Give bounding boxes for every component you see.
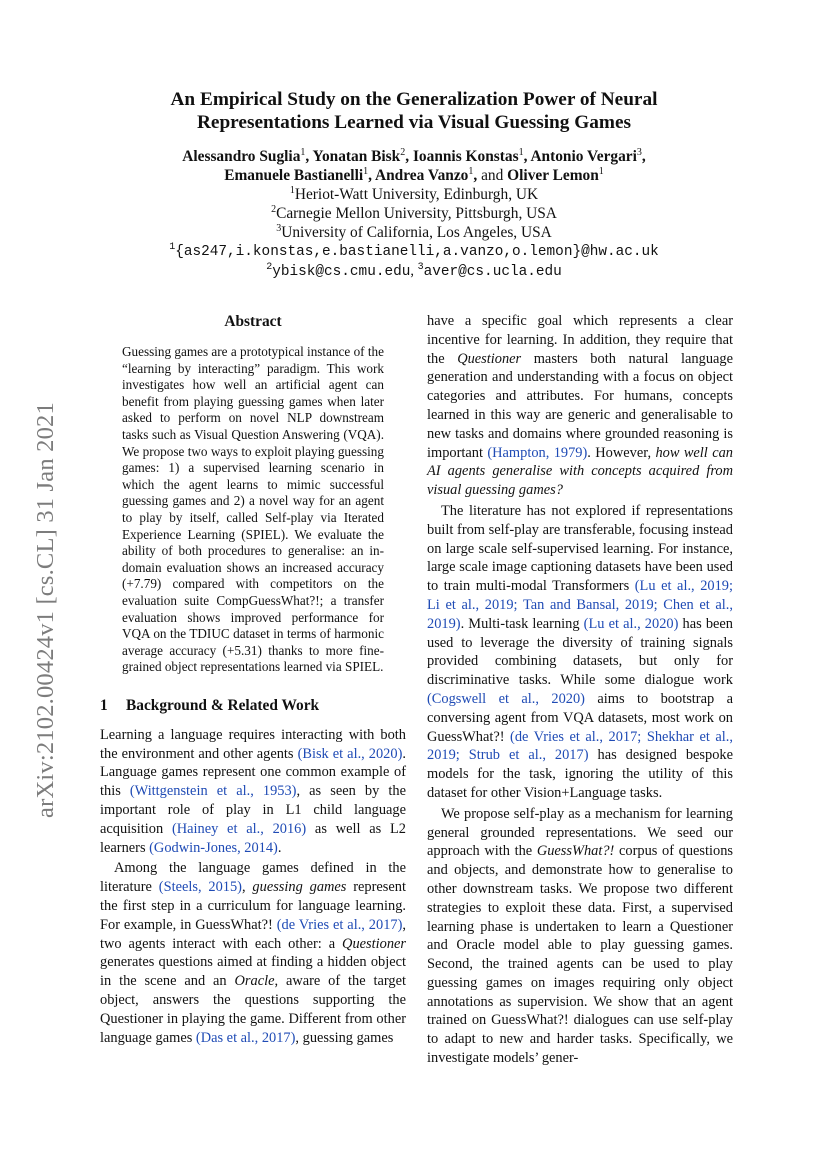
emphasis: Oracle (234, 973, 275, 990)
citation-link[interactable]: (Cogswell et al., 2020) (427, 690, 585, 707)
affiliation-mark: 2 (266, 262, 273, 274)
author-name: Andrea Vanzo (375, 167, 469, 184)
left-column (100, 308, 406, 1047)
text-run: , aware of the target object, answers the questions supporting the Questioner in playing the game. Different from other language games (100, 973, 406, 1046)
section-title: Background & Related Work (126, 696, 320, 714)
title-line-1: An Empirical Study on the Generalization Power of Neural (170, 89, 658, 110)
paragraph (427, 805, 733, 1068)
author-name: Oliver Lemon (507, 167, 599, 184)
citation-link[interactable]: (Steels, 2015) (158, 879, 242, 896)
text-run: , two agents interact with each other: a (100, 916, 406, 952)
author-name: Yonatan Bisk (312, 148, 401, 165)
author-name: Alessandro Suglia (182, 148, 301, 165)
right-column (427, 312, 733, 1068)
author-name: Antonio Vergari (530, 148, 637, 165)
author-affiliation-mark: 1 (518, 146, 524, 158)
text-run: , guessing games (295, 1029, 394, 1046)
text-run: , (241, 879, 253, 896)
email-line-2 (0, 262, 828, 282)
affiliation-mark: 3 (276, 223, 282, 235)
affiliation-3 (0, 223, 828, 242)
author-name: Emanuele Bastianelli (224, 167, 364, 184)
emphasis: Questioner (457, 350, 522, 367)
email-address[interactable]: aver@cs.ucla.edu (423, 263, 562, 280)
text-run: Among the language games defined in the literature (100, 860, 406, 896)
text-run: The literature has not explored if representations built from self-play are transferable, focusing instead on large scale self-supervised learning. For instance, large scale image captioning datasets have been used to train multi-modal Transformers (427, 502, 733, 595)
email-address[interactable]: {as247,i.konstas,e.bastianelli,a.vanzo,o.lemon}@hw.ac.uk (175, 243, 659, 260)
affiliation-mark: 3 (417, 262, 424, 274)
arxiv-identifier-stamp: arXiv:2102.00424v1 [cs.CL] 31 Jan 2021 (32, 402, 59, 818)
text-run: . Language games represent one common example of this (100, 745, 406, 800)
title-line-2: Representations Learned via Visual Guessing Games (196, 112, 632, 133)
paragraph (100, 726, 406, 858)
citation-link[interactable]: (Lu et al., 2019; Li et al., 2019; Tan and Bansal, 2019; Chen et al., 2019) (427, 578, 733, 632)
text-run: . Multi-task learning (460, 615, 584, 632)
citation-link[interactable]: (Hainey et al., 2016) (171, 820, 307, 837)
affiliation-mark: 1 (289, 184, 295, 196)
author-affiliation-mark: 3 (636, 146, 642, 158)
emphasis: GuessWhat?! (536, 843, 615, 860)
citation-link[interactable]: (de Vries et al., 2017) (276, 916, 403, 933)
paragraph (427, 312, 733, 500)
citation-link[interactable]: (Wittgenstein et al., 1953) (129, 783, 297, 800)
abstract-heading: Abstract (224, 313, 282, 330)
text-run: . However, (587, 444, 656, 461)
emphasis: Questioner (342, 935, 406, 952)
affiliation-text: Carnegie Mellon University, Pittsburgh, USA (276, 205, 557, 223)
text-run: . (277, 839, 282, 856)
emphasis: how well can AI agents generalise with concepts acquired from visual guessing games? (427, 444, 733, 499)
text-run: generates questions aimed at finding a hidden object in the scene and an (100, 954, 406, 990)
author-affiliation-mark: 1 (363, 165, 369, 177)
section-heading (100, 696, 406, 716)
citation-link[interactable]: (Das et al., 2017) (195, 1029, 296, 1046)
author-conjunction: and (481, 167, 504, 184)
citation-link[interactable]: (Hampton, 1979) (487, 444, 588, 461)
affiliation-text: Heriot-Watt University, Edinburgh, UK (294, 186, 539, 203)
author-name: Ioannis Konstas (412, 148, 519, 165)
citation-link[interactable]: (Godwin-Jones, 2014) (149, 839, 278, 856)
paper-header (0, 88, 828, 282)
text-run: , as seen by the important role of play in L1 child language acquisition (100, 783, 406, 837)
author-affiliation-mark: 1 (300, 146, 306, 158)
paper-title (94, 88, 734, 134)
paragraph (427, 502, 733, 803)
affiliation-2 (0, 204, 828, 223)
author-affiliation-mark: 1 (598, 165, 604, 177)
text-run: masters both natural language generation and understanding with a focus on object categories and attributes. For humans, concepts learned in this way are generic and generalisable to new tasks and domains where grounded reasoning is important (427, 350, 733, 461)
email-line-1 (0, 243, 828, 262)
affiliation-text: University of California, Los Angeles, USA (281, 224, 552, 242)
text-run: We propose self-play as a mechanism for learning general grounded representations. We seed our approach with the (427, 805, 733, 860)
author-line-1: Alessandro Suglia$^1$, Yonatan Bisk$^2$, Ioannis Konstas$^1$, Antonio Vergari$^3$, (182, 146, 646, 165)
citation-link[interactable]: (Bisk et al., 2020) (297, 745, 403, 762)
citation-link[interactable]: (Lu et al., 2020) (583, 615, 679, 632)
author-line-2: Emanuele Bastianelli$^1$, Andrea Vanzo$^1$, and Oliver Lemon$^1$ (224, 165, 604, 184)
text-run: aims to bootstrap a conversing agent from VQA datasets, most work on GuessWhat?! (427, 690, 733, 745)
citation-link[interactable]: (de Vries et al., 2017; Shekhar et al., 2019; Strub et al., 2017) (427, 728, 733, 764)
text-run: corpus of questions and objects, and demonstrate how to generalise to other downstream tasks. We propose two different strategies to exploit these data. First, a supervised learning phase is undertaken to learn a Questioner and Oracle model able to play guessing games. Second, the trained agents can be used to play guessing games on images requiring only object annotations as supervision. We show that an agent trained on GuessWhat?! dialogues can use self-play to adapt to new and harder tasks. Specifically, we investigate models’ gener- (427, 843, 733, 1067)
abstract-text: Guessing games are a prototypical instance of the “learning by interacting” paradigm. This work investigates how well an artificial agent can benefit from playing guessing games when later asked to perform on novel NLP downstream tasks such as Visual Question Answering (VQA). We propose two ways to exploit playing guessing games: 1) a supervised learning scenario in which the agent learns to mimic successful guessing games and 2) a novel way for an agent to play by itself, called Self-play via Iterated Experience Learning (SPIEL). We evaluate the ability of both procedures to generalise: an in-domain evaluation shows an increased accuracy (+7.79) compared with competitors on the evaluation suite CompGuessWhat?!; a transfer evaluation shows improved performance for VQA on the TDIUC dataset in terms of harmonic average accuracy (+5.31) thanks to more fine-grained object representations learned via SPIEL. (122, 344, 384, 675)
text-run: has designed bespoke models for the task, ignoring the utility of this dataset for other Vision+Language tasks. (427, 747, 733, 801)
affiliation-mark: 2 (271, 204, 277, 216)
text-run: has been used to leverage the diversity of training signals provided combining datasets, but only for discriminative tasks. While some dialogue work (427, 615, 733, 689)
email-address[interactable]: ybisk@cs.cmu.edu (272, 263, 411, 280)
text-run: have a specific goal which represents a clear incentive for learning. In addition, they require that the (427, 313, 733, 367)
email-separator: , (410, 262, 418, 279)
author-list (0, 147, 828, 185)
author-affiliation-mark: 1 (468, 165, 474, 177)
affiliation-mark: 1 (169, 241, 176, 253)
affiliation-1 (0, 185, 828, 204)
text-run: represent the first step in a curriculum for language learning. For example, in GuessWhat?! (100, 879, 406, 933)
text-run: Learning a language requires interacting with both the environment and other agents (100, 726, 406, 762)
paragraph (100, 859, 406, 1047)
text-run: as well as L2 learners (100, 820, 406, 856)
emphasis: guessing games (252, 879, 347, 896)
author-affiliation-mark: 2 (400, 146, 406, 158)
section-number: 1 (100, 696, 108, 714)
